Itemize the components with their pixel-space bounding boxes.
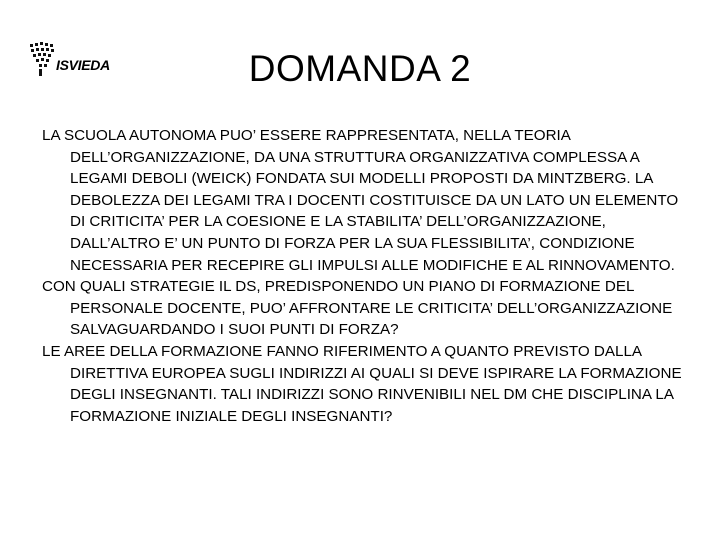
paragraph-theory: LA SCUOLA AUTONOMA PUO’ ESSERE RAPPRESENTATA, NELLA TEORIA DELL’ORGANIZZAZIONE, DA UNA STRUTTURA ORGANIZZATIVA COMPLESSA A LEGAMI DEBOLI (WEICK) FONDATA SUI MODELLI PROPOSTI DA MINTZBERG. LA DEBOLEZZA DEI LEGAMI TRA I DOCENTI COSTITUISCE DA UN LATO UN ELEMENTO DI CRITICITA’ PER LA COESIONE E LA STABILITA’ DELL’ORGANIZZAZIONE, DALL’ALTRO E’ UN PUNTO DI FORZA PER LA SUA FLESSIBILITA’, CONDIZIONE NECESSARIA PER RECEPIRE GLI IMPULSI ALLE MODIFICHE E AL RINNOVAMENTO. — [42, 127, 679, 274]
paragraph-question-strategies: CON QUALI STRATEGIE IL DS, PREDISPONENDO UN PIANO DI FORMAZIONE DEL PERSONALE DOCENTE, PUO’ AFFRONTARE LE CRITICITA’ DELL’ORGANIZZAZIONE SALVAGUARDANDO I SUOI PUNTI DI FORZA? — [42, 278, 673, 339]
slide-title: DOMANDA 2 — [248, 48, 472, 89]
paragraph-training-areas: LE AREE DELLA FORMAZIONE FANNO RIFERIMENTO A QUANTO PREVISTO DALLA DIRETTIVA EUROPEA SUGLI INDIRIZZI AI QUALI SI DEVE ISPIRARE LA FORMAZIONE DEGLI INSEGNANTI. TALI INDIRIZZI SONO RINVENIBILI NEL DM CHE DISCIPLINA LA FORMAZIONE INIZIALE DEGLI INSEGNANTI? — [42, 342, 682, 425]
logo-text: ISVIEDA — [56, 57, 110, 73]
slide-body — [42, 125, 682, 427]
isveda-logo — [28, 40, 120, 80]
